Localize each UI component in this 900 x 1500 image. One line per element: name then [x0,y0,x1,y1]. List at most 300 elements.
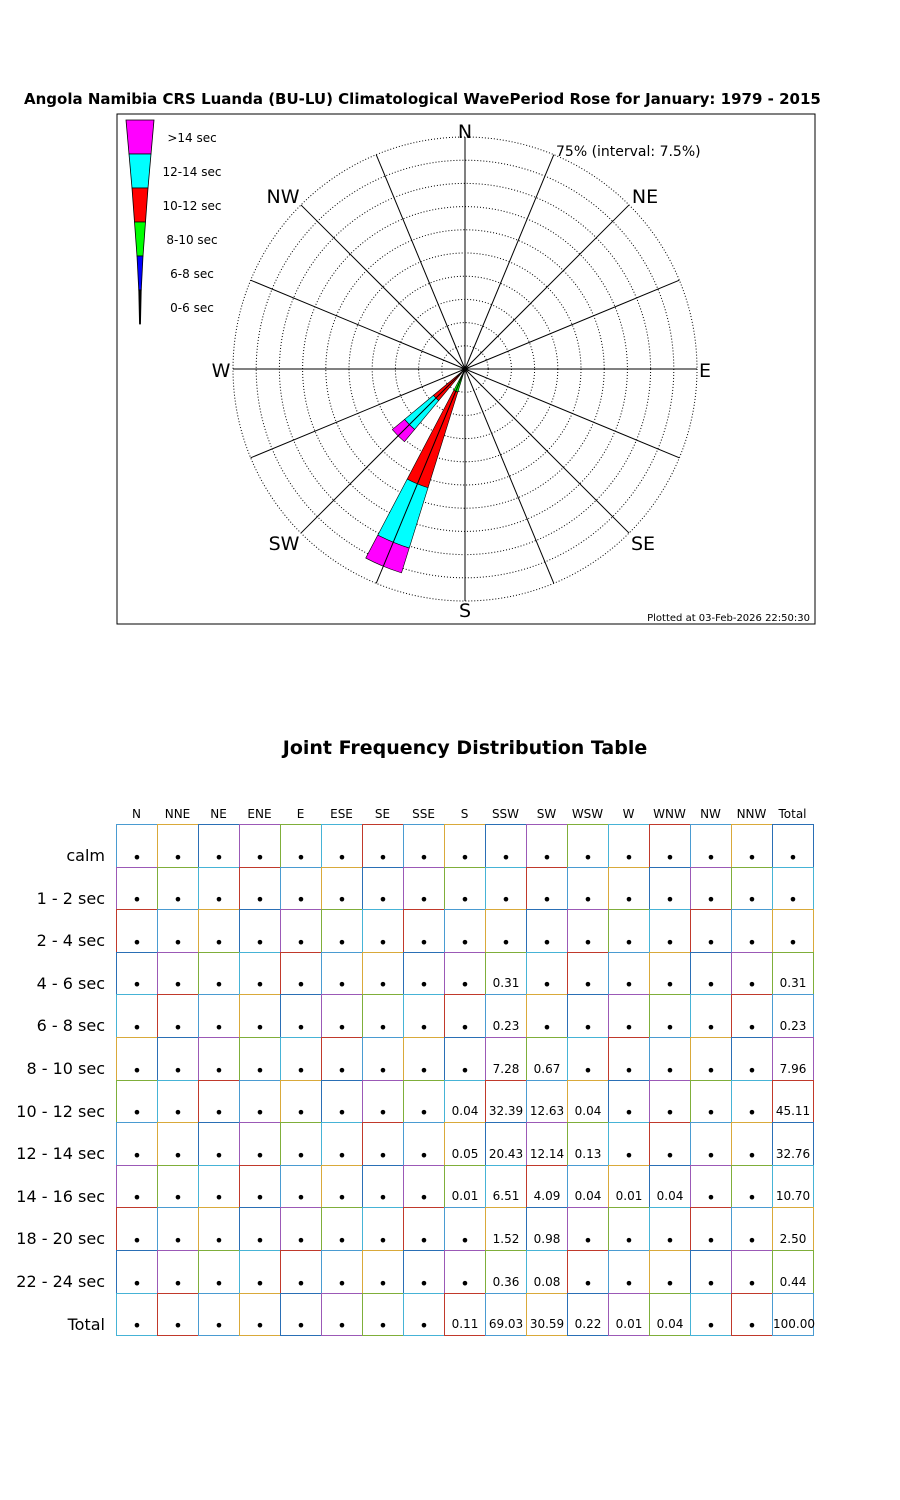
cell-value: • [583,890,593,910]
table-cell [116,1250,158,1294]
table-cell [403,994,445,1038]
table-cell [280,1293,322,1337]
cell-value: 0.04 [656,1189,684,1204]
cell-value: 7.96 [779,1061,807,1076]
table-cell [280,909,322,953]
col-header-ese: ESE [330,807,353,821]
cell-value: 6.51 [492,1189,520,1204]
table-cell [157,1293,199,1337]
table-cell [403,1250,445,1294]
cell-value: 0.01 [615,1189,643,1204]
compass-sw: SW [268,533,300,555]
plot-timestamp: Plotted at 03-Feb-2026 22:50:30 [647,613,810,624]
table-cell [567,1165,609,1209]
table-cell [485,1250,527,1294]
table-cell [731,1165,773,1209]
compass-ne: NE [631,186,659,208]
cell-value: • [296,847,306,867]
table-cell [567,994,609,1038]
cell-value: • [214,1145,224,1165]
table-cell [526,1165,568,1209]
cell-value: • [132,932,142,952]
rose-legend [126,120,221,324]
table-cell [444,994,486,1038]
legend-label: 12-14 sec [162,165,222,179]
table-cell [567,1293,609,1337]
table-cell [198,952,240,996]
table-cell [157,1207,199,1251]
table-cell [362,1122,404,1166]
table-cell [157,952,199,996]
table-cell [321,1293,363,1337]
table-cell [731,1122,773,1166]
cell-value: • [296,1145,306,1165]
table-cell [198,1250,240,1294]
cell-value: • [173,1316,183,1336]
cell-value: • [337,1316,347,1336]
cell-value: • [255,1316,265,1336]
row-label: 8 - 10 sec [26,1059,105,1078]
table-cell [444,1293,486,1337]
cell-value: • [665,890,675,910]
row-label: 14 - 16 sec [16,1186,105,1206]
table-cell [116,1037,158,1081]
table-cell [731,952,773,996]
compass-s: S [458,600,472,622]
cell-value: 0.04 [574,1104,602,1119]
table-cell [731,1293,773,1337]
table-cell [649,1080,691,1124]
table-cell [608,1037,650,1081]
cell-value: • [255,890,265,910]
cell-value: 20.43 [488,1146,524,1161]
table-cell [116,824,158,868]
cell-value: • [665,1103,675,1123]
table-cell [321,994,363,1038]
cell-value: • [132,975,142,995]
cell-value: 0.23 [779,1018,807,1033]
table-cell [280,1207,322,1251]
cell-value: • [419,1316,429,1336]
table-cell [403,824,445,868]
table-cell [526,824,568,868]
table-cell [649,1122,691,1166]
cell-value: 12.63 [529,1104,565,1119]
cell-value: • [706,847,716,867]
cell-value: 0.01 [451,1189,479,1204]
cell-value: 0.44 [779,1274,807,1289]
table-cell [239,994,281,1038]
cell-value: • [296,890,306,910]
table-cell [567,909,609,953]
cell-value: • [624,1273,634,1293]
cell-value: • [706,932,716,952]
cell-value: • [624,932,634,952]
table-cell [280,824,322,868]
table-cell [116,994,158,1038]
table-cell [608,1122,650,1166]
cell-value: • [337,975,347,995]
table-cell [649,1165,691,1209]
table-cell [239,909,281,953]
table-cell [772,824,814,868]
table-cell [198,1293,240,1337]
table-cell [608,994,650,1038]
cell-value: • [378,1017,388,1037]
table-cell [321,952,363,996]
cell-value: 0.13 [574,1146,602,1161]
cell-value: • [747,1188,757,1208]
table-cell [690,1250,732,1294]
compass-w: W [211,360,231,382]
cell-value: • [624,847,634,867]
cell-value: • [337,1230,347,1250]
table-cell [362,1207,404,1251]
cell-value: 0.36 [492,1274,520,1289]
cell-value: • [706,1145,716,1165]
table-cell [321,1207,363,1251]
cell-value: • [255,1188,265,1208]
legend-label: >14 sec [167,131,217,145]
cell-value: 0.05 [451,1146,479,1161]
table-cell [403,909,445,953]
cell-value: 12.14 [529,1146,565,1161]
table-cell [403,1293,445,1337]
table-cell [772,1207,814,1251]
row-label: 1 - 2 sec [36,888,105,908]
cell-value: • [214,1060,224,1080]
cell-value: • [132,847,142,867]
table-cell [403,952,445,996]
spoke-wnw [251,280,465,369]
col-header-total: Total [778,807,807,821]
row-label: 22 - 24 sec [16,1272,105,1291]
cell-value: • [214,975,224,995]
table-cell [362,1250,404,1294]
table-cell [444,1037,486,1081]
cell-value: • [296,1060,306,1080]
row-label: 18 - 20 sec [16,1229,105,1249]
table-cell [403,1207,445,1251]
cell-value: • [337,1273,347,1293]
table-cell [116,1293,158,1337]
table-cell [362,1037,404,1081]
cell-value: • [337,847,347,867]
spoke-se [465,369,629,533]
table-cell [690,909,732,953]
cell-value: 0.23 [492,1018,520,1033]
petal-ssw-12-14-sec [378,479,428,548]
table-cell [485,824,527,868]
table-cell [239,1080,281,1124]
cell-value: 32.76 [775,1146,811,1161]
table-cell [444,824,486,868]
cell-value: 4.09 [533,1189,561,1204]
cell-value: • [542,975,552,995]
row-label: 2 - 4 sec [36,931,105,951]
spoke-nne [465,155,554,369]
table-cell [280,1037,322,1081]
compass-n: N [457,121,473,143]
legend-swatch [126,120,154,154]
table-cell [485,1122,527,1166]
cell-value: • [747,1017,757,1037]
row-label: calm [66,846,105,865]
cell-value: • [665,1060,675,1080]
table-cell [731,1250,773,1294]
cell-value: • [583,1273,593,1293]
cell-value: • [747,975,757,995]
cell-value: • [255,1273,265,1293]
cell-value: • [378,1060,388,1080]
table-cell [280,952,322,996]
cell-value: 0.67 [533,1061,561,1076]
row-label: 4 - 6 sec [36,973,105,993]
table-cell [690,1293,732,1337]
cell-value: • [173,1273,183,1293]
cell-value: • [624,1145,634,1165]
table-cell [239,824,281,868]
cell-value: • [214,1103,224,1123]
table-cell [116,1207,158,1251]
table-cell [608,909,650,953]
spoke-sse [465,369,554,583]
cell-value: • [214,1188,224,1208]
table-cell [608,824,650,868]
table-cell [157,1250,199,1294]
spoke-ese [465,369,679,458]
cell-value: 7.28 [492,1061,520,1076]
table-cell [608,1165,650,1209]
cell-value: • [706,975,716,995]
cell-value: • [132,1103,142,1123]
table-cell [567,867,609,911]
table-cell [198,867,240,911]
rose-petals [366,369,465,573]
table-cell [567,1037,609,1081]
table-cell [321,1165,363,1209]
cell-value: • [665,975,675,995]
table-cell [198,909,240,953]
spoke-nnw [376,155,465,369]
cell-value: • [747,1273,757,1293]
table-cell [362,994,404,1038]
table-cell [526,1207,568,1251]
table-cell [690,1037,732,1081]
cell-value: • [255,1060,265,1080]
cell-value: 69.03 [488,1317,524,1332]
table-cell [321,1037,363,1081]
cell-value: 30.59 [529,1317,565,1332]
cell-value: • [747,1060,757,1080]
table-cell [362,867,404,911]
table-cell [690,1080,732,1124]
legend-label: 0-6 sec [170,301,214,315]
cell-value: • [214,847,224,867]
table-cell [485,909,527,953]
cell-value: • [132,1145,142,1165]
cell-value: • [706,1188,716,1208]
cell-value: • [583,975,593,995]
table-cell [731,1080,773,1124]
cell-value: • [501,847,511,867]
cell-value: • [214,1230,224,1250]
cell-value: • [378,1316,388,1336]
table-cell [772,867,814,911]
cell-value: • [255,1017,265,1037]
row-label: 6 - 8 sec [36,1016,105,1036]
cell-value: • [583,1017,593,1037]
table-cell [567,1122,609,1166]
table-cell [690,952,732,996]
col-header-sse: SSE [412,807,435,821]
cell-value: • [747,847,757,867]
table-cell [649,1037,691,1081]
cell-value: • [460,1273,470,1293]
table-cell [608,1080,650,1124]
table-cell [280,1165,322,1209]
col-header-nnw: NNW [736,807,767,821]
table-cell [526,1122,568,1166]
table-cell [321,1080,363,1124]
table-cell [362,1080,404,1124]
cell-value: • [419,1103,429,1123]
table-cell [444,909,486,953]
table-cell [772,1165,814,1209]
cell-value: • [460,975,470,995]
rose-title: Angola Namibia CRS Luanda (BU-LU) Climatological WavePeriod Rose for January: 1979 - 2015 [24,90,821,108]
cell-value: • [296,1188,306,1208]
table-cell [157,867,199,911]
table-cell [239,867,281,911]
table-cell [731,1207,773,1251]
cell-value: • [706,1230,716,1250]
col-header-w: W [622,807,635,821]
cell-value: • [583,932,593,952]
cell-value: • [665,1273,675,1293]
row-label: Total [67,1314,105,1334]
table-cell [362,1293,404,1337]
table-cell [608,1207,650,1251]
table-cell [444,1165,486,1209]
table-cell [403,867,445,911]
spoke-ne [465,205,629,369]
cell-value: • [706,1060,716,1080]
table-cell [772,952,814,996]
cell-value: 1.52 [492,1231,520,1246]
table-cell [731,867,773,911]
table-cell [198,1080,240,1124]
cell-value: 0.04 [656,1317,684,1332]
table-cell [116,1080,158,1124]
cell-value: • [378,932,388,952]
table-cell [444,1122,486,1166]
table-cell [280,1250,322,1294]
cell-value: • [214,1017,224,1037]
col-header-sw: SW [536,807,557,821]
table-cell [362,952,404,996]
table-cell [280,994,322,1038]
cell-value: • [173,1103,183,1123]
legend-swatch [135,222,146,256]
row-label: 12 - 14 sec [16,1144,105,1164]
table-cell [116,909,158,953]
cell-value: • [706,1017,716,1037]
table-cell [690,1207,732,1251]
cell-value: • [173,890,183,910]
table-cell [772,1122,814,1166]
table-cell [526,1250,568,1294]
table-cell [157,1122,199,1166]
cell-value: 0.01 [615,1317,643,1332]
table-cell [198,824,240,868]
table-cell [690,1122,732,1166]
table-cell [362,1165,404,1209]
cell-value: • [296,1103,306,1123]
table-cell [198,1037,240,1081]
cell-value: • [337,890,347,910]
table-cell [198,1207,240,1251]
table-cell [567,824,609,868]
table-cell [772,1293,814,1337]
table-cell [239,1037,281,1081]
table-cell [690,824,732,868]
cell-value: • [296,1273,306,1293]
table-cell [690,1165,732,1209]
table-cell [157,1080,199,1124]
table-cell [526,867,568,911]
cell-value: • [501,890,511,910]
col-header-ene: ENE [247,807,272,821]
table-cell [608,1250,650,1294]
cell-value: 0.31 [492,976,520,991]
table-cell [239,1207,281,1251]
cell-value: 10.70 [775,1189,811,1204]
col-header-se: SE [374,807,391,821]
cell-value: • [665,932,675,952]
table-cell [649,867,691,911]
cell-value: • [255,1230,265,1250]
cell-value: • [214,1316,224,1336]
cell-value: 32.39 [488,1104,524,1119]
cell-value: • [419,1273,429,1293]
cell-value: • [296,932,306,952]
table-cell [567,952,609,996]
cell-value: • [460,1017,470,1037]
table-cell [403,1080,445,1124]
cell-value: • [255,847,265,867]
table-cell [649,1250,691,1294]
table-cell [116,1165,158,1209]
cell-value: • [255,975,265,995]
cell-value: • [419,847,429,867]
table-cell [772,1080,814,1124]
table-cell [649,994,691,1038]
spoke-nw [301,205,465,369]
cell-value: • [296,975,306,995]
cell-value: • [419,890,429,910]
cell-value: 0.11 [451,1317,479,1332]
table-cell [649,909,691,953]
cell-value: • [337,1060,347,1080]
legend-label: 10-12 sec [162,199,222,213]
table-cell [485,1165,527,1209]
cell-value: • [378,1188,388,1208]
cell-value: • [255,932,265,952]
table-cell [526,1080,568,1124]
cell-value: • [624,975,634,995]
col-header-wnw: WNW [653,807,686,821]
